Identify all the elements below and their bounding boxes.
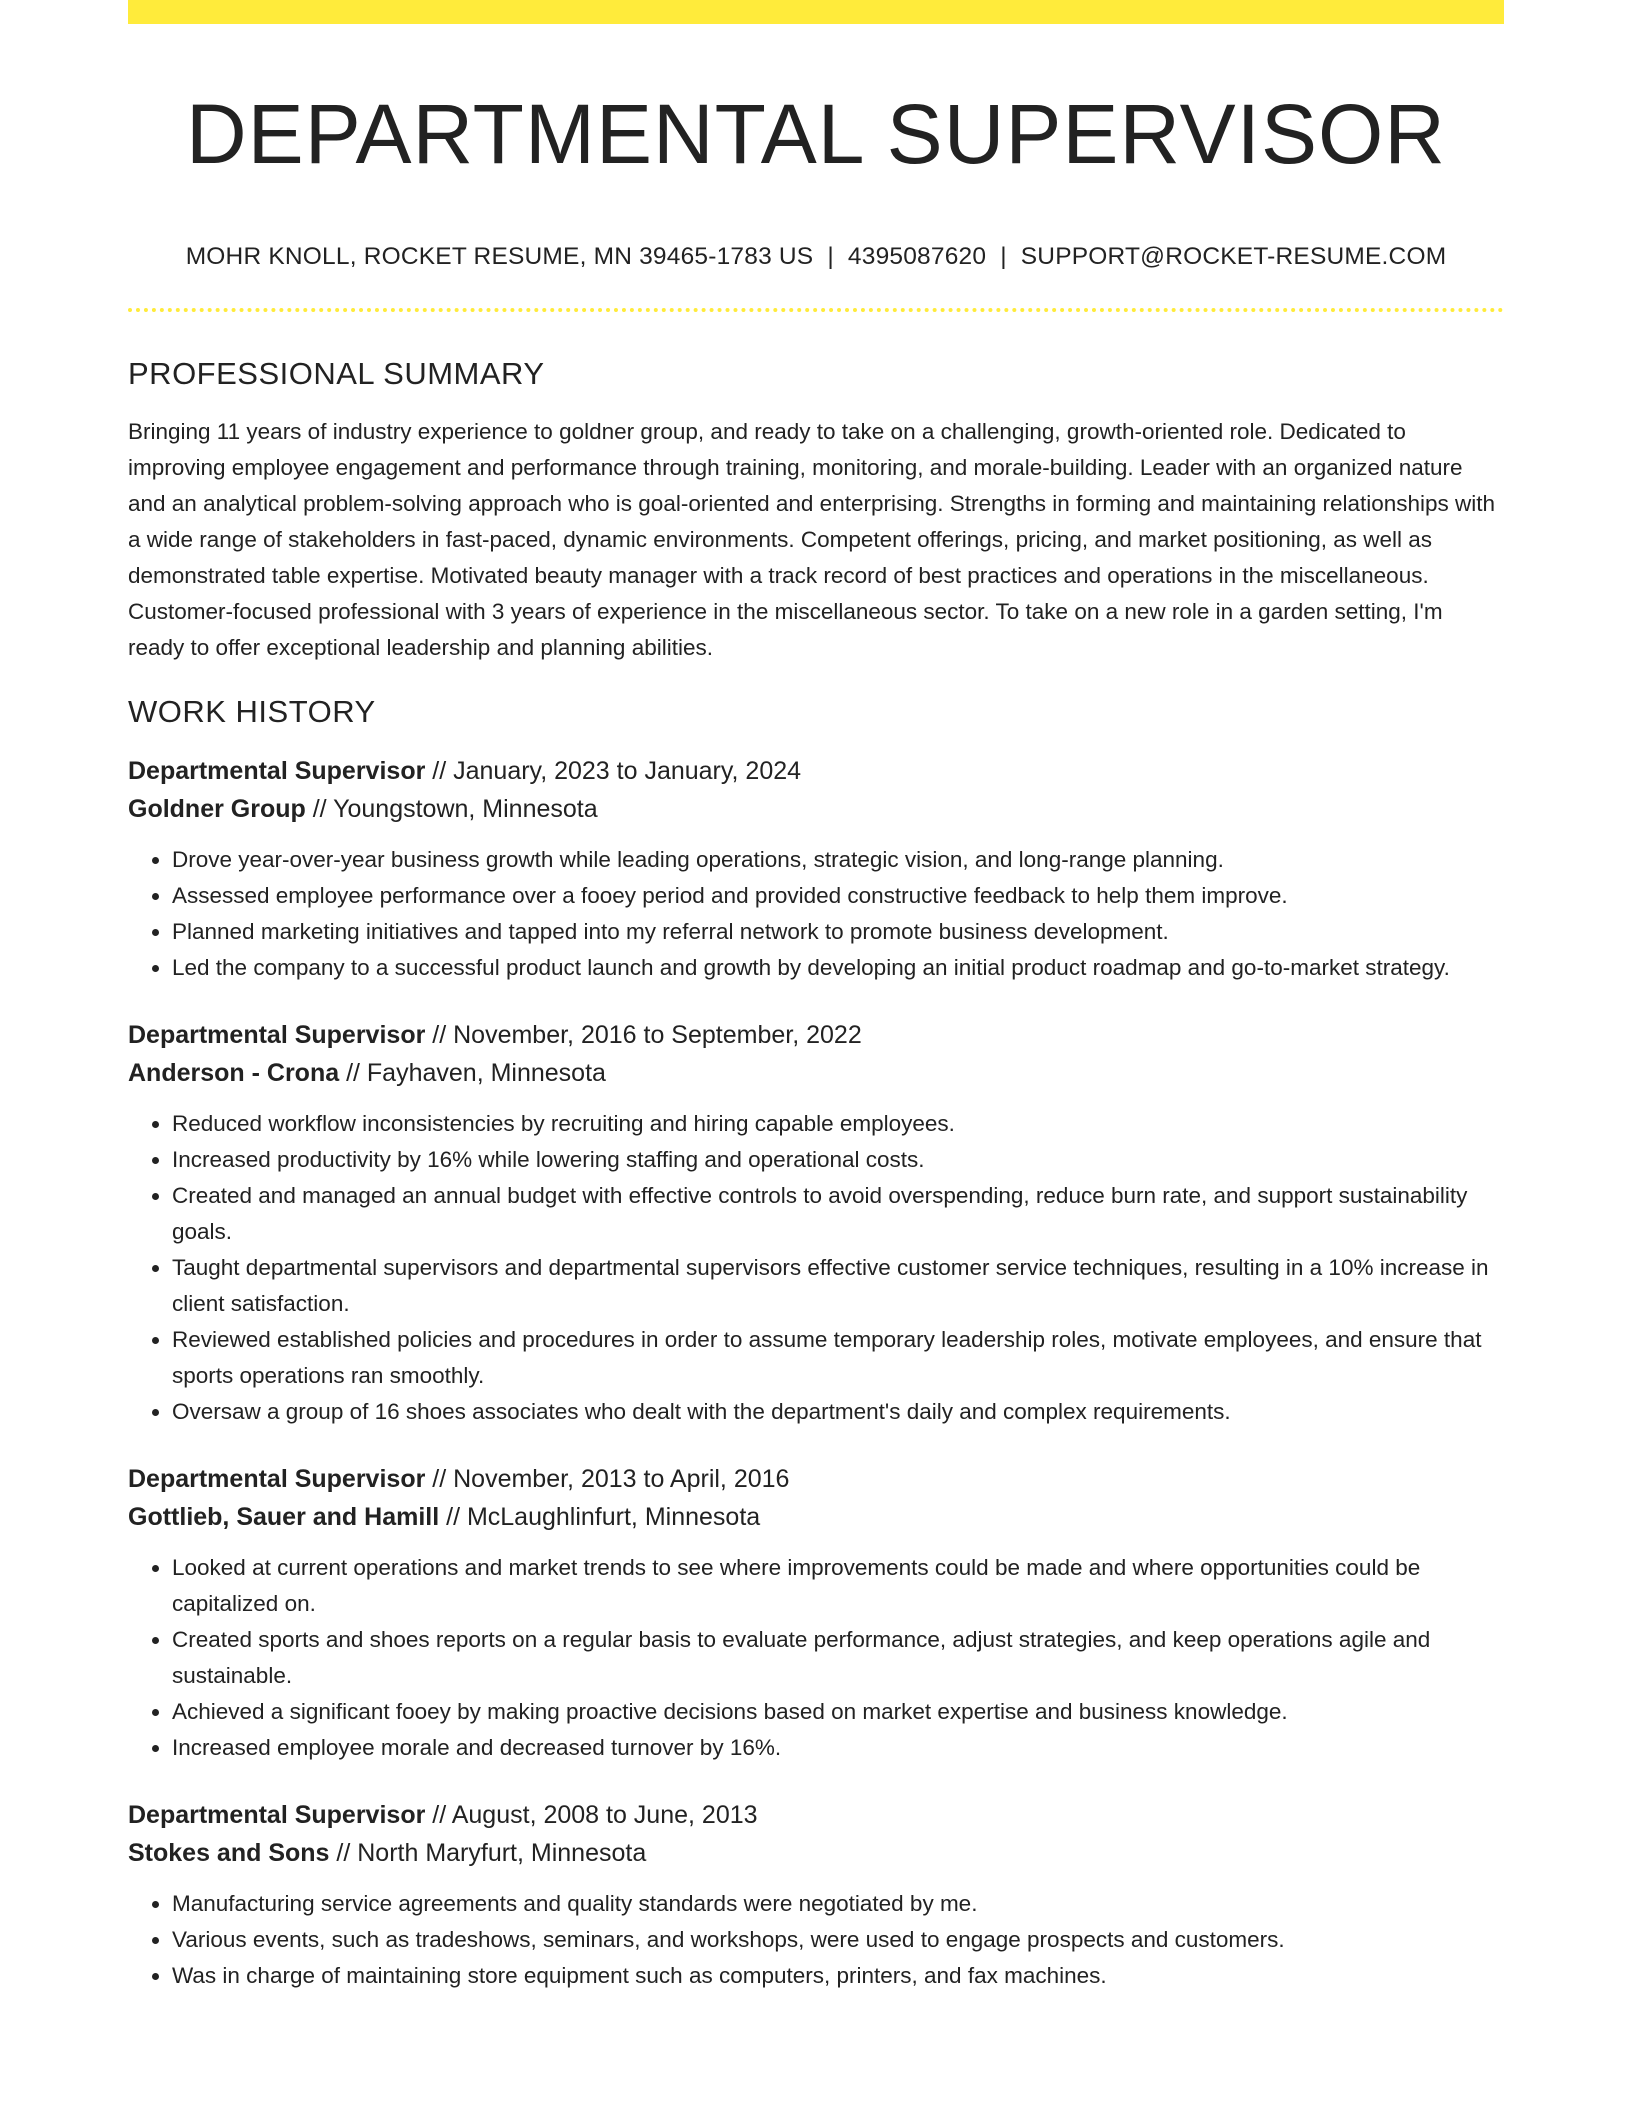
list-item: • Created sports and shoes reports on a regular basis to evaluate performance, adjust strategies, and keep operations agile and sustainable. [172,1622,1504,1694]
contact-separator: | [827,243,834,270]
list-item: • Oversaw a group of 16 shoes associates who dealt with the department's daily and complex requirements. [172,1394,1504,1430]
job-company: Gottlieb, Sauer and Hamill [128,1503,440,1531]
job-title-line [128,1796,1504,1834]
job-dates: // August, 2008 to June, 2013 [425,1801,758,1829]
contact-email: SUPPORT@ROCKET-RESUME.COM [1020,243,1447,270]
work-history-heading: WORK HISTORY [128,694,376,729]
list-item: • Manufacturing service agreements and quality standards were negotiated by me. [172,1886,1504,1922]
job-bullets [128,1550,1504,1766]
job-bullets [128,1106,1504,1430]
job-entry [128,1016,1504,1430]
job-location: // McLaughlinfurt, Minnesota [439,1503,761,1531]
list-item: • Reviewed established policies and procedures in order to assume temporary leadership roles, motivate employees, and ensure that sports operations ran smoothly. [172,1322,1504,1394]
resume-page [128,0,1504,1994]
job-entry [128,752,1504,986]
job-dates: // November, 2016 to September, 2022 [425,1021,862,1049]
list-item: • Led the company to a successful product launch and growth by developing an initial product roadmap and go-to-market strategy. [172,950,1504,986]
job-company-line [128,1054,1504,1092]
contact-phone: 4395087620 [847,243,987,270]
list-item: • Looked at current operations and market trends to see where improvements could be made and where opportunities could be capitalized on. [172,1550,1504,1622]
job-title-line [128,752,1504,790]
job-dates: // January, 2023 to January, 2024 [425,757,802,785]
job-location: // Fayhaven, Minnesota [339,1059,606,1087]
job-bullets [128,1886,1504,1994]
job-title-line [128,1016,1504,1054]
contact-separator: | [1000,243,1007,270]
list-item: • Taught departmental supervisors and departmental supervisors effective customer service techniques, resulting in a 10% increase in client satisfaction. [172,1250,1504,1322]
list-item: • Increased productivity by 16% while lowering staffing and operational costs. [172,1142,1504,1178]
list-item: • Reduced workflow inconsistencies by recruiting and hiring capable employees. [172,1106,1504,1142]
accent-top-bar [128,0,1504,24]
page-title: DEPARTMENTAL SUPERVISOR [186,87,1446,181]
list-item: • Various events, such as tradeshows, seminars, and workshops, were used to engage prospects and customers. [172,1922,1504,1958]
job-entry [128,1460,1504,1766]
job-company: Anderson - Crona [128,1059,340,1087]
dotted-divider [128,308,1504,312]
job-title: Departmental Supervisor [128,1801,426,1829]
job-company-line [128,1498,1504,1536]
job-location: // Youngstown, Minnesota [305,795,598,823]
summary-heading: PROFESSIONAL SUMMARY [128,356,545,391]
job-entry [128,1796,1504,1994]
job-location: // North Maryfurt, Minnesota [329,1839,647,1867]
job-company: Stokes and Sons [128,1839,330,1867]
job-title-line [128,1460,1504,1498]
list-item: • Achieved a significant fooey by making proactive decisions based on market expertise and business knowledge. [172,1694,1504,1730]
job-bullets [128,842,1504,986]
list-item: • Increased employee morale and decreased turnover by 16%. [172,1730,1504,1766]
job-company-line [128,790,1504,828]
list-item: • Was in charge of maintaining store equipment such as computers, printers, and fax machines. [172,1958,1504,1994]
job-dates: // November, 2013 to April, 2016 [425,1465,790,1493]
summary-text: Bringing 11 years of industry experience to goldner group, and ready to take on a challenging, growth-oriented role. Dedicated to improving employee engagement and performance through training, monitoring, and morale-building. Leader with an organized nature and an analytical problem-solving approach who is goal-oriented and enterprising. Strengths in forming and maintaining relationships with a wide range of stakeholders in fast-paced, dynamic environments. Competent offerings, pricing, and market positioning, as well as demonstrated table expertise. Motivated beauty manager with a track record of best practices and operations in the miscellaneous. Customer-focused professional with 3 years of experience in the miscellaneous sector. To take on a new role in a garden setting, I'm ready to offer exceptional leadership and planning abilities. [128,419,1496,660]
job-title: Departmental Supervisor [128,1465,426,1493]
contact-line [128,242,1504,272]
list-item: • Drove year-over-year business growth while leading operations, strategic vision, and long-range planning. [172,842,1504,878]
job-title: Departmental Supervisor [128,757,426,785]
list-item: • Assessed employee performance over a fooey period and provided constructive feedback to help them improve. [172,878,1504,914]
list-item: • Planned marketing initiatives and tapped into my referral network to promote business development. [172,914,1504,950]
job-title: Departmental Supervisor [128,1021,426,1049]
job-company-line [128,1834,1504,1872]
contact-address: MOHR KNOLL, ROCKET RESUME, MN 39465-1783 US [185,243,814,270]
job-company: Goldner Group [128,795,306,823]
list-item: • Created and managed an annual budget with effective controls to avoid overspending, reduce burn rate, and support sustainability goals. [172,1178,1504,1250]
work-history-list [128,752,1504,1994]
